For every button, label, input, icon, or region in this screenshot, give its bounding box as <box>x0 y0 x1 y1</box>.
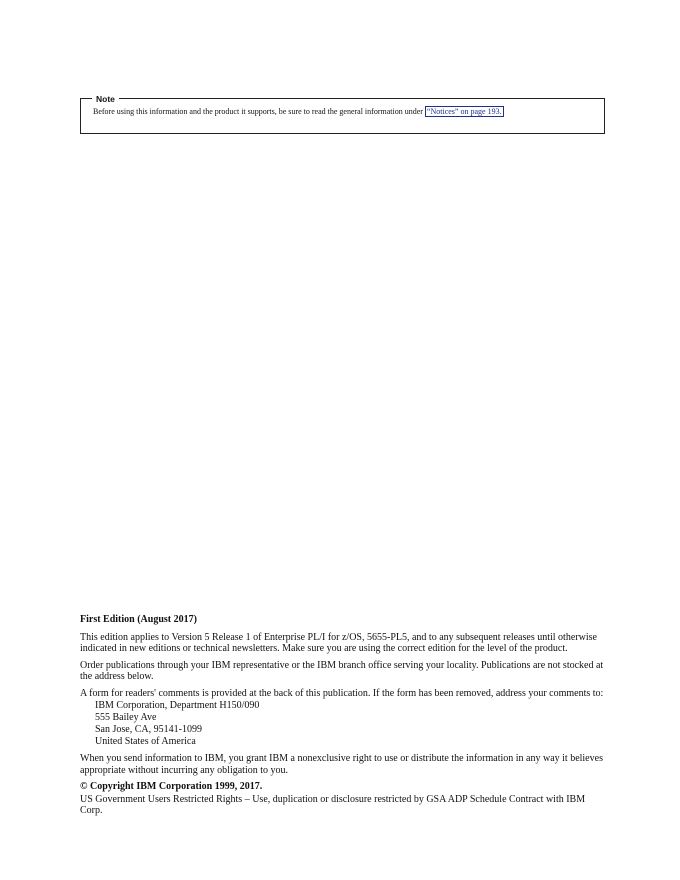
information-rights-text: When you send information to IBM, you grant IBM a nonexclusive right to use or distribute the information in any way it believes appropriate without incurring any obligation to you. <box>80 753 603 776</box>
readers-comments-text: A form for readers' comments is provided at the back of this publication. If the form has been removed, address your comments to: <box>80 687 604 699</box>
edition-notice <box>80 614 605 822</box>
note-text <box>93 106 599 118</box>
address-line: San Jose, CA, 95141-1099 <box>95 724 202 735</box>
address-line: IBM Corporation, Department H150/090 <box>95 700 260 711</box>
government-rights-text: US Government Users Restricted Rights – Use, duplication or disclosure restricted by GSA ADP Schedule Contract with IBM Corp. <box>80 793 586 816</box>
address-line: United States of America <box>95 736 196 747</box>
address-line: 555 Bailey Ave <box>95 712 157 723</box>
edition-heading: First Edition (August 2017) <box>80 614 197 625</box>
order-publications-text: Order publications through your IBM representative or the IBM branch office serving your locality. Publications are not stocked at the address below. <box>80 659 604 682</box>
notices-link[interactable]: “Notices” on page 193. <box>426 107 502 116</box>
copyright-line: © Copyright IBM Corporation 1999, 2017. <box>80 781 263 792</box>
note-title: Note <box>92 94 119 105</box>
mailing-address <box>80 700 605 748</box>
edition-applies-text: This edition applies to Version 5 Release 1 of Enterprise PL/I for z/OS, 5655-PL5, and to any subsequent releases until otherwise indicated in new editions or technical newsletters. Make sure you are using the correct edition for the level of the product. <box>80 631 597 654</box>
note-body: Before using this information and the product it supports, be sure to read the general information under <box>93 107 425 116</box>
